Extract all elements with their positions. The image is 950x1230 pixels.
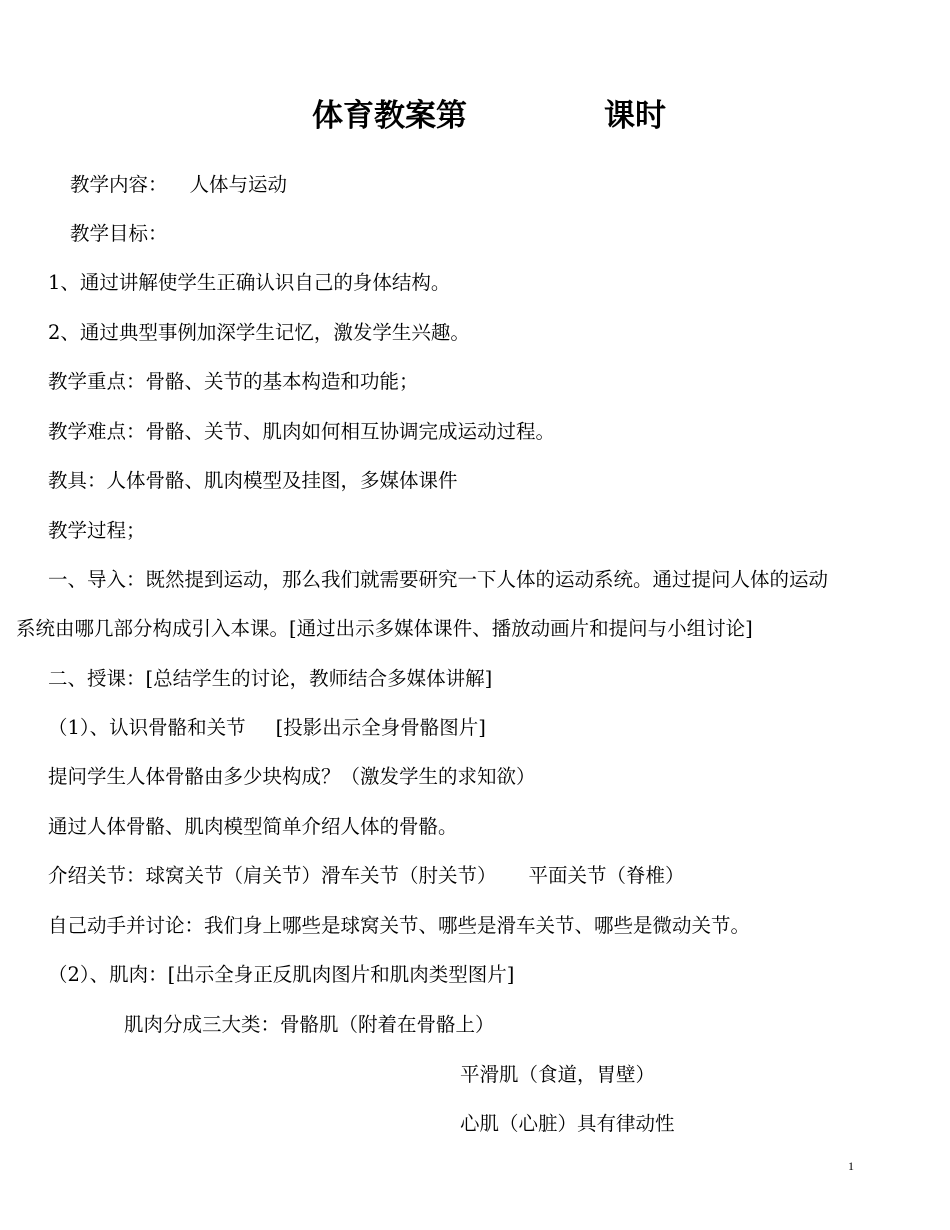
bones-heading: （1）、认识骨骼和关节 bbox=[48, 716, 246, 739]
content-value: 人体与运动 bbox=[189, 173, 288, 196]
joints-part-a: 介绍关节：球窝关节（肩关节）滑车关节（肘关节） bbox=[48, 864, 497, 887]
content-line bbox=[70, 170, 287, 200]
cardiac-muscle-line: 心肌（心脏）具有律动性 bbox=[460, 1112, 675, 1135]
teaching-tools: 教具：人体骨骼、肌肉模型及挂图，多媒体课件 bbox=[48, 469, 458, 492]
muscle-heading: （2）、肌肉：[出示全身正反肌肉图片和肌肉类型图片] bbox=[48, 963, 515, 986]
page-number: 1 bbox=[848, 1159, 854, 1173]
goal-1: 1、通过讲解使学生正确认识自己的身体结构。 bbox=[48, 271, 451, 294]
difficulties: 教学难点：骨骼、关节、肌肉如何相互协调完成运动过程。 bbox=[48, 420, 556, 443]
muscle-types-line: 肌肉分成三大类：骨骼肌（附着在骨骼上） bbox=[124, 1013, 495, 1036]
model-intro-line: 通过人体骨骼、肌肉模型简单介绍人体的骨骼。 bbox=[48, 815, 458, 838]
joints-line bbox=[48, 861, 685, 891]
lecture-heading: 二、授课：[总结学生的讨论，教师结合多媒体讲解] bbox=[48, 667, 493, 690]
title-part-2: 课时 bbox=[604, 98, 666, 134]
smooth-muscle-line: 平滑肌（食道，胃壁） bbox=[460, 1063, 656, 1086]
intro-paragraph-line-1: 一、导入：既然提到运动，那么我们就需要研究一下人体的运动系统。通过提问人体的运动 bbox=[48, 568, 829, 591]
discussion-line: 自己动手并讨论：我们身上哪些是球窝关节、哪些是滑车关节、哪些是微动关节。 bbox=[48, 914, 751, 937]
page-title bbox=[0, 92, 950, 140]
content-label: 教学内容： bbox=[70, 173, 168, 196]
question-line: 提问学生人体骨骼由多少块构成？（激发学生的求知欲） bbox=[48, 765, 536, 788]
key-points: 教学重点：骨骼、关节的基本构造和功能； bbox=[48, 370, 419, 393]
goal-2: 2、通过典型事例加深学生记忆，激发学生兴趣。 bbox=[48, 321, 470, 344]
goals-label: 教学目标： bbox=[70, 222, 168, 245]
intro-paragraph-line-2: 系统由哪几部分构成引入本课。[通过出示多媒体课件、播放动画片和提问与小组讨论] bbox=[16, 617, 753, 640]
bones-section bbox=[48, 713, 486, 743]
joints-part-b: 平面关节（脊椎） bbox=[528, 864, 685, 887]
bones-note: [投影出示全身骨骼图片] bbox=[275, 716, 486, 739]
title-part-1: 体育教案第 bbox=[312, 98, 467, 134]
process-label: 教学过程； bbox=[48, 519, 146, 542]
